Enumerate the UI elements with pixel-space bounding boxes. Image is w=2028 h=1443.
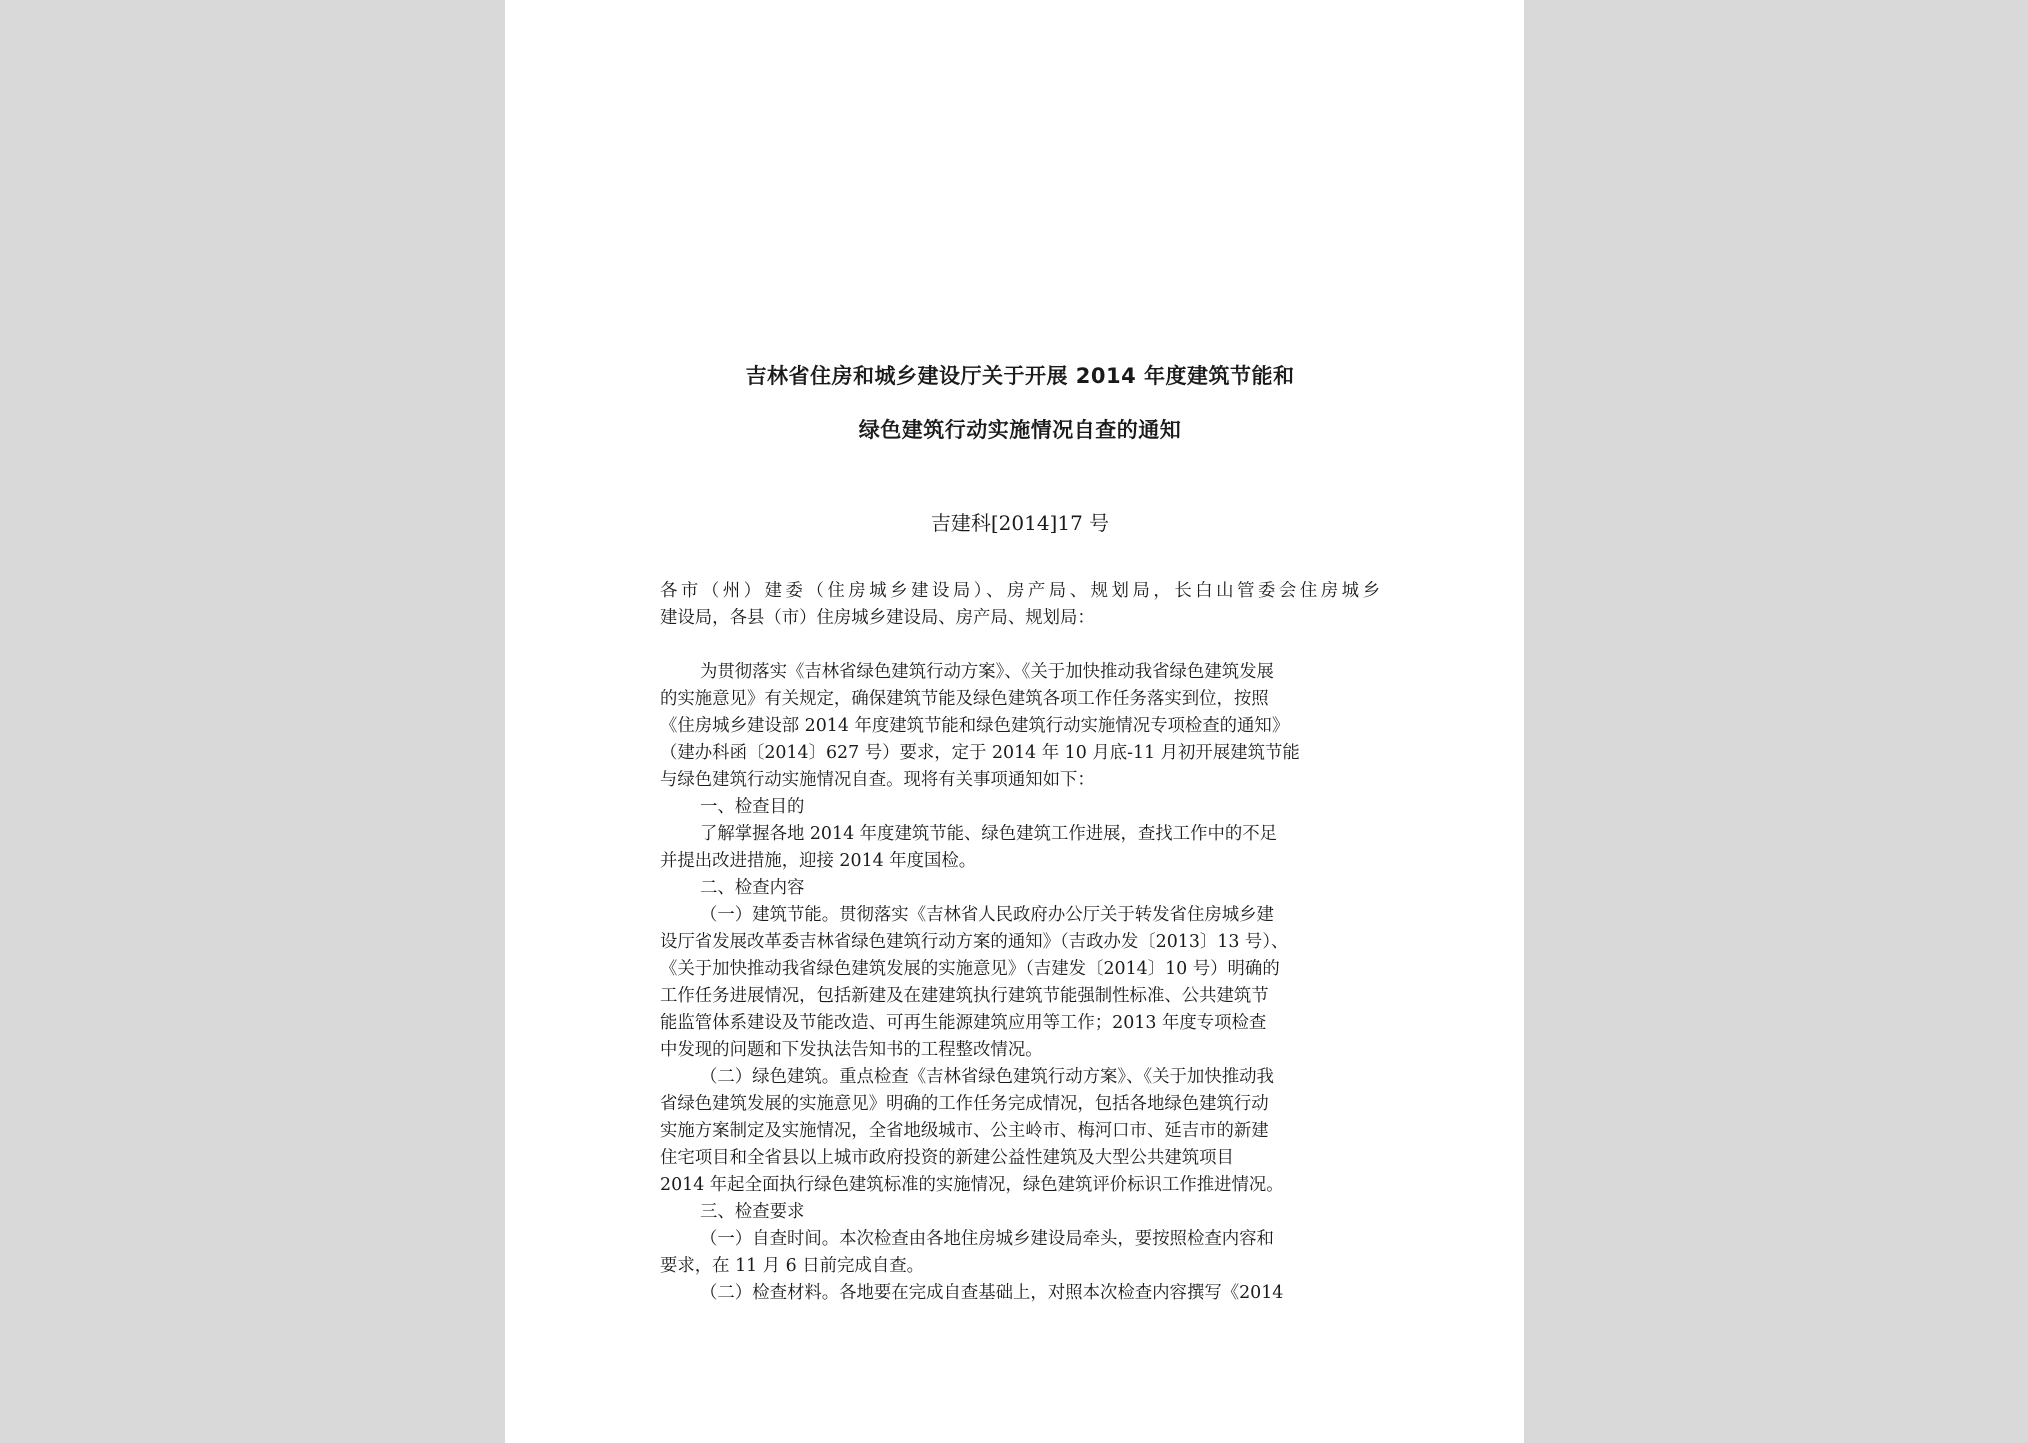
body-line: 为贯彻落实《吉林省绿色建筑行动方案》、《关于加快推动我省绿色建筑发展 <box>700 662 1274 682</box>
paragraph-gap <box>660 632 1380 659</box>
title-line: 吉林省住房和城乡建设厅关于开展 2014 年度建筑节能和 <box>745 364 1295 388</box>
body-line: 并提出改进措施，迎接 2014 年度国检。 <box>660 851 977 871</box>
document-body <box>660 578 1380 1307</box>
section-heading: 三、检查要求 <box>700 1202 805 1222</box>
body-line: 《住房城乡建设部 2014 年度建筑节能和绿色建筑行动实施情况专项检查的通知》 <box>660 716 1290 736</box>
body-line: （一）自查时间。本次检查由各地住房城乡建设局牵头，要按照检查内容和 <box>700 1229 1274 1249</box>
body-line: 中发现的问题和下发执法告知书的工程整改情况。 <box>660 1040 1043 1060</box>
body-line: （建办科函〔2014〕627 号）要求，定于 2014 年 10 月底-11 月初开展建筑节能 <box>660 743 1300 763</box>
recipient-line: 建设局，各县（市）住房城乡建设局、房产局、规划局： <box>660 608 1095 628</box>
body-line: 与绿色建筑行动实施情况自查。现将有关事项通知如下： <box>660 770 1095 790</box>
body-line: （二）绿色建筑。重点检查《吉林省绿色建筑行动方案》、《关于加快推动我 <box>700 1067 1274 1087</box>
body-line: 的实施意见》有关规定，确保建筑节能及绿色建筑各项工作任务落实到位，按照 <box>660 689 1269 709</box>
body-line: （一）建筑节能。贯彻落实《吉林省人民政府办公厅关于转发省住房城乡建 <box>700 905 1274 925</box>
recipient-line: 各市（州）建委（住房城乡建设局）、房产局、规划局，长白山管委会住房城乡 <box>660 581 1380 601</box>
body-line: 设厅省发展改革委吉林省绿色建筑行动方案的通知》（吉政办发〔2013〕13 号）、 <box>660 932 1289 952</box>
body-line: 《关于加快推动我省绿色建筑发展的实施意见》（吉建发〔2014〕10 号）明确的 <box>660 959 1280 979</box>
body-line: 省绿色建筑发展的实施意见》明确的工作任务完成情况，包括各地绿色建筑行动 <box>660 1094 1269 1114</box>
section-heading: 二、检查内容 <box>700 878 805 898</box>
body-line: 实施方案制定及实施情况，全省地级城市、公主岭市、梅河口市、延吉市的新建 <box>660 1121 1269 1141</box>
body-line: （二）检查材料。各地要在完成自查基础上，对照本次检查内容撰写《2014 <box>700 1283 1284 1303</box>
body-line: 2014 年起全面执行绿色建筑标准的实施情况，绿色建筑评价标识工作推进情况。 <box>660 1175 1284 1195</box>
body-line: 住宅项目和全省县以上城市政府投资的新建公益性建筑及大型公共建筑项目 <box>660 1148 1234 1168</box>
document-page <box>505 0 1524 1443</box>
body-line: 能监管体系建设及节能改造、可再生能源建筑应用等工作；2013 年度专项检查 <box>660 1013 1267 1033</box>
section-heading: 一、检查目的 <box>700 797 805 817</box>
body-line: 了解掌握各地 2014 年度建筑节能、绿色建筑工作进展，查找工作中的不足 <box>700 824 1278 844</box>
document-number: 吉建科[2014]17 号 <box>930 511 1110 535</box>
document-title <box>660 349 1380 457</box>
title-line: 绿色建筑行动实施情况自查的通知 <box>858 418 1182 442</box>
body-line: 要求，在 11 月 6 日前完成自查。 <box>660 1256 924 1276</box>
body-line: 工作任务进展情况，包括新建及在建建筑执行建筑节能强制性标准、公共建筑节 <box>660 986 1269 1006</box>
